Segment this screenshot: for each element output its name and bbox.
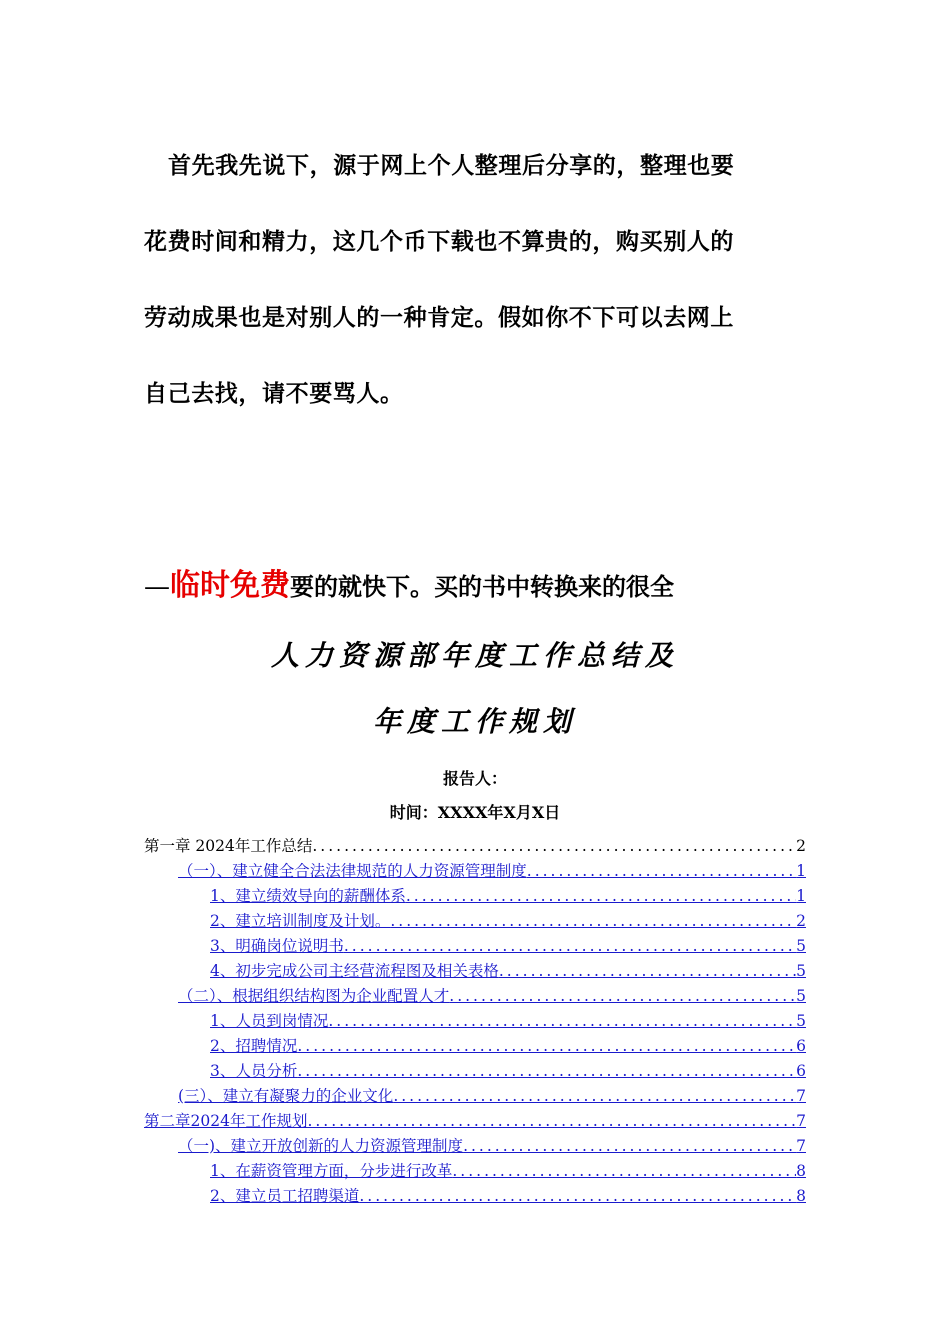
intro-line-4: 自己去找，请不要骂人。 <box>144 380 404 407</box>
toc-leader-dots <box>307 1109 796 1134</box>
toc-leader-dots <box>527 859 796 884</box>
toc-entry-link[interactable] <box>144 984 806 1009</box>
toc-leader-dots <box>312 834 796 859</box>
toc-leader-dots <box>297 1034 796 1059</box>
toc-page-number: 5 <box>796 962 806 980</box>
toc-page-number: 6 <box>796 1037 806 1055</box>
toc-leader-dots <box>297 1059 796 1084</box>
toc-entry-text: 1、人员到岗情况 <box>210 1012 329 1030</box>
toc-entry-link[interactable] <box>144 1059 806 1084</box>
toc-page-number: 5 <box>796 987 806 1005</box>
toc-entry-text: 2、建立员工招聘渠道 <box>210 1187 360 1205</box>
toc-leader-dots <box>499 959 796 984</box>
toc-page-number: 2 <box>796 912 806 930</box>
toc-entry-text: （一)、建立开放创新的人力资源管理制度 <box>178 1137 464 1155</box>
intro-line-3: 劳动成果也是对别人的一种肯定。假如你不下可以去网上 <box>144 304 734 331</box>
toc-page-number: 1 <box>796 862 806 880</box>
intro-paragraph <box>144 128 810 432</box>
toc-page-number: 5 <box>796 937 806 955</box>
toc-entry-text: 2、建立培训制度及计划。 <box>210 912 391 930</box>
document-title-line-2: 年度工作规划 <box>372 705 577 738</box>
toc-leader-dots <box>463 1134 796 1159</box>
toc-leader-dots <box>390 909 796 934</box>
toc-entry-link[interactable] <box>144 1159 806 1184</box>
toc-entry-link[interactable] <box>144 884 806 909</box>
toc-entry-link[interactable] <box>144 1134 806 1159</box>
toc-entry-link[interactable] <box>144 859 806 884</box>
toc-entry-text: 第一章 2024年工作总结 <box>144 837 313 855</box>
toc-page-number: 8 <box>796 1162 806 1180</box>
toc-entry-text: （二）、根据组织结构图为企业配置人才 <box>178 987 450 1005</box>
toc-entry-text: (三）、建立有凝聚力的企业文化 <box>178 1087 394 1105</box>
toc-entry-text: 4、初步完成公司主经营流程图及相关表格 <box>210 962 499 980</box>
toc-leader-dots <box>328 1009 796 1034</box>
promo-dash: — <box>144 572 170 602</box>
toc-entry-link[interactable] <box>144 959 806 984</box>
promo-line <box>144 560 674 604</box>
reporter-label: 报告人： <box>442 769 507 788</box>
toc-entry-link[interactable] <box>144 1184 806 1209</box>
toc-leader-dots <box>344 934 796 959</box>
toc-entry-text: 2、招聘情况 <box>210 1037 298 1055</box>
toc-leader-dots <box>359 1184 796 1209</box>
document-title-line-1: 人力资源部年度工作总结及 <box>270 639 679 672</box>
toc-entry-chapter-2[interactable] <box>144 1109 806 1134</box>
toc-leader-dots <box>452 1159 796 1184</box>
toc-page-number: 7 <box>796 1087 806 1105</box>
toc-page-number: 8 <box>796 1187 806 1205</box>
toc-entry-text: 1、建立绩效导向的薪酬体系 <box>210 887 406 905</box>
promo-text: 要的就快下。买的书中转换来的很全 <box>290 572 674 601</box>
report-date: 时间：XXXX年X月X日 <box>389 803 561 822</box>
toc-leader-dots <box>406 884 796 909</box>
toc-entry-link[interactable] <box>144 1034 806 1059</box>
intro-line-1: 首先我先说下，源于网上个人整理后分享的，整理也要 <box>168 152 735 179</box>
toc-leader-dots <box>449 984 796 1009</box>
toc-page-number: 5 <box>796 1012 806 1030</box>
toc-entry-link[interactable] <box>144 934 806 959</box>
toc-page-number: 7 <box>796 1137 806 1155</box>
toc-entry-link[interactable] <box>144 1084 806 1109</box>
toc-page-number: 6 <box>796 1062 806 1080</box>
toc-entry-text: 3、人员分析 <box>210 1062 298 1080</box>
toc-entry-chapter-1[interactable] <box>144 834 806 859</box>
promo-highlight: 临时免费 <box>170 568 290 603</box>
toc-entry-text: 1、在薪资管理方面，分步进行改革 <box>210 1162 453 1180</box>
intro-line-2: 花费时间和精力，这几个币下载也不算贵的，购买别人的 <box>144 228 734 255</box>
toc-entry-text: 3、明确岗位说明书 <box>210 937 344 955</box>
toc-entry-link[interactable] <box>144 909 806 934</box>
toc-leader-dots <box>393 1084 796 1109</box>
toc-page-number: 2 <box>796 837 806 855</box>
toc-entry-text: 第二章2024年工作规划 <box>144 1112 308 1130</box>
toc-page-number: 7 <box>796 1112 806 1130</box>
toc-page-number: 1 <box>796 887 806 905</box>
table-of-contents <box>144 834 806 1209</box>
toc-entry-text: （一）、建立健全合法法律规范的人力资源管理制度 <box>178 862 527 880</box>
toc-entry-link[interactable] <box>144 1009 806 1034</box>
